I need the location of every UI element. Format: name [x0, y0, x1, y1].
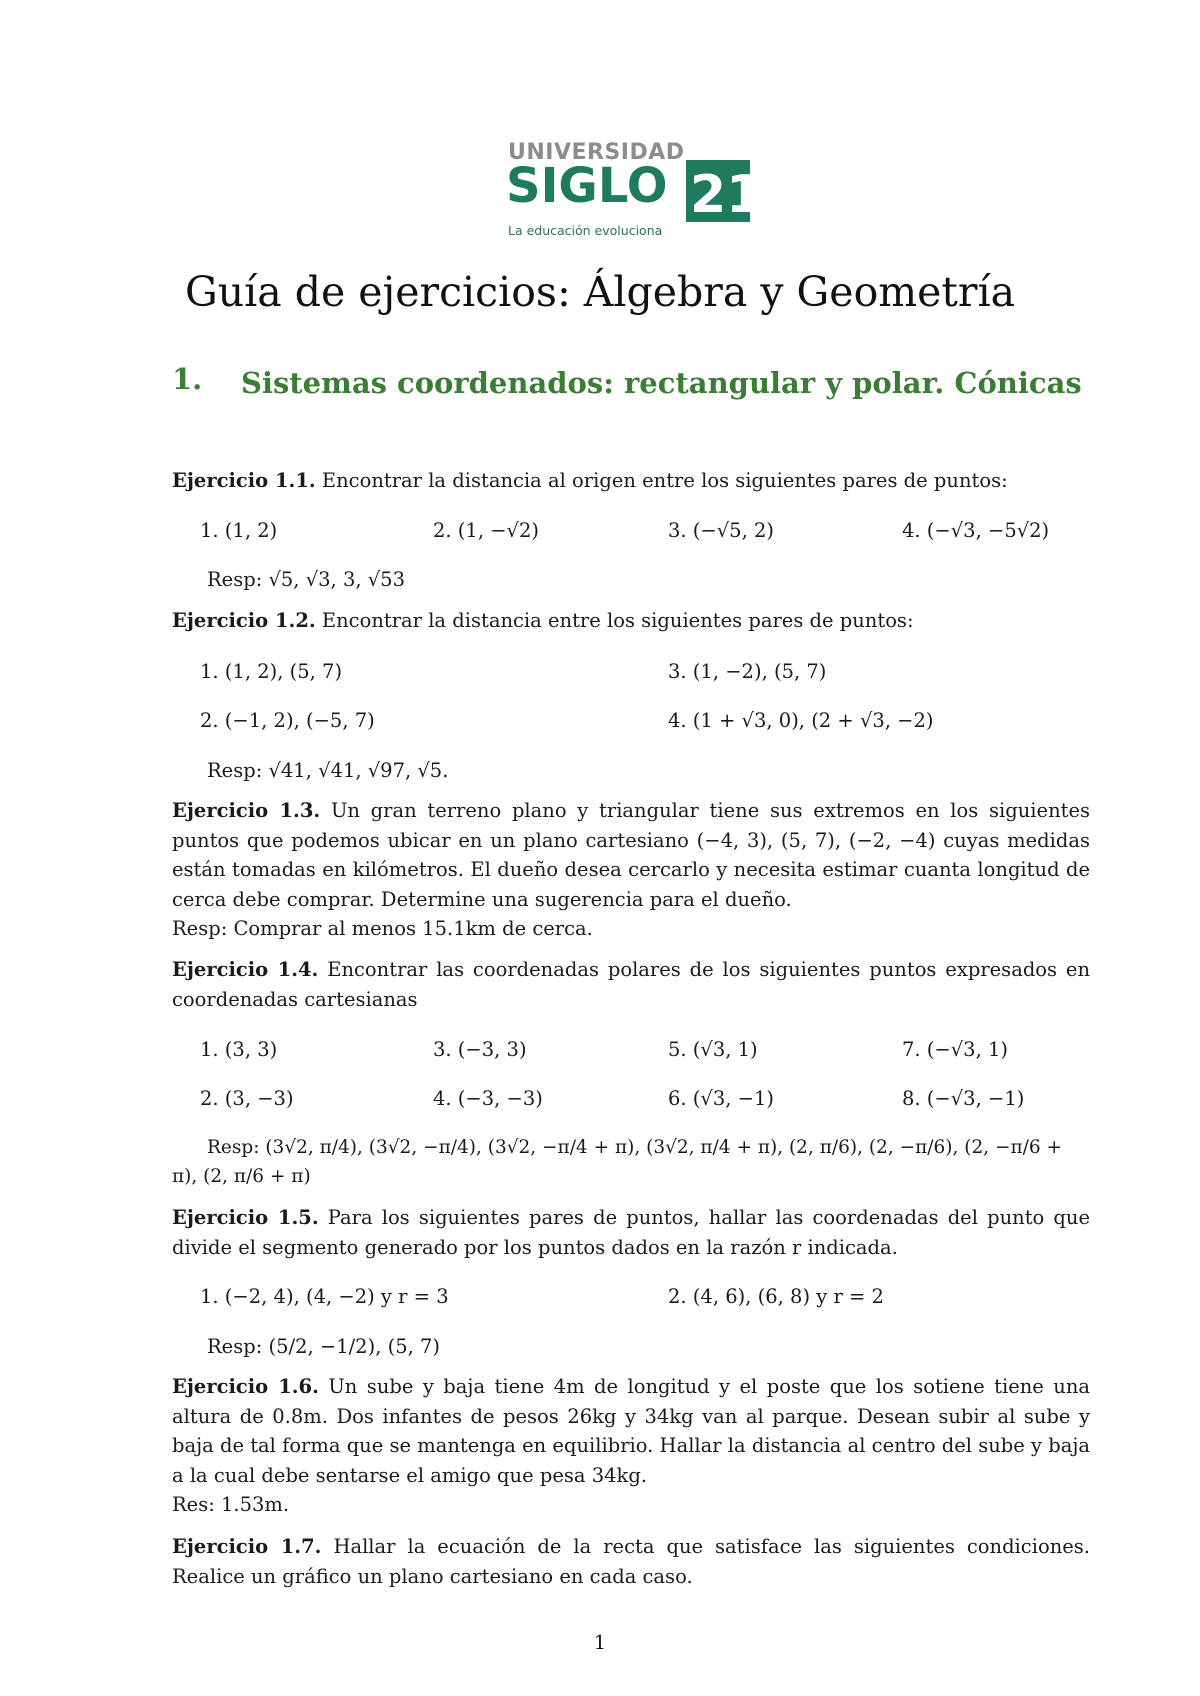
exercise-1-7: [172, 1532, 1090, 1591]
list-item: 5. (√3, 1): [668, 1038, 758, 1061]
list-item: 1. (3, 3): [200, 1038, 278, 1061]
page-title: Guía de ejercicios: Álgebra y Geometría: [184, 268, 1016, 316]
university-logo: [506, 140, 763, 240]
section-title: Sistemas coordenados: rectangular y polar. Cónicas: [241, 366, 1082, 400]
logo-tagline: La educación evoluciona: [508, 223, 663, 238]
exercise-answer: Res: 1.53m.: [172, 1493, 290, 1516]
list-item: 1. (1, 2): [200, 519, 278, 542]
list-item: 3. (1, −2), (5, 7): [668, 660, 827, 683]
exercise-text: Hallar la ecuación de la recta que satisface las siguientes condiciones. Realice un gráfico un plano cartesiano en cada caso.: [172, 1535, 1090, 1588]
exercise-label: Ejercicio 1.7.: [172, 1535, 322, 1558]
exercise-text: Un gran terreno plano y triangular tiene sus extremos en los siguientes puntos que podemos ubicar en un plano cartesiano (−4, 3), (5, 7), (−2, −4) cuyas medidas están tomadas en kilómetros. El dueño desea cercarlo y necesita estimar cuanta longitud de cerca debe comprar. Determine una sugerencia para el dueño.: [172, 799, 1091, 911]
list-item: 4. (1 + √3, 0), (2 + √3, −2): [668, 709, 934, 732]
logo-21-mark: [686, 160, 763, 225]
exercise-answer: Resp: Comprar al menos 15.1km de cerca.: [172, 917, 593, 940]
list-item: 1. (−2, 4), (4, −2) y r = 3: [200, 1285, 449, 1308]
section-number: 1.: [172, 362, 203, 396]
list-item: 6. (√3, −1): [668, 1087, 774, 1110]
exercise-text: Encontrar la distancia al origen entre los siguientes pares de puntos:: [321, 469, 1008, 492]
logo-university-text: UNIVERSIDAD: [508, 140, 685, 165]
exercise-answer: Resp: √5, √3, 3, √53: [207, 568, 405, 591]
list-item: 8. (−√3, −1): [902, 1087, 1025, 1110]
list-item: 3. (−√5, 2): [668, 519, 774, 542]
list-item: 2. (1, −√2): [433, 519, 539, 542]
exercise-label: Ejercicio 1.2.: [172, 609, 316, 632]
exercise-text: Para los siguientes pares de puntos, hallar las coordenadas del punto que divide el segmento generado por los puntos dados en la razón r indicada.: [172, 1206, 1090, 1259]
exercise-label: Ejercicio 1.6.: [172, 1375, 319, 1398]
exercise-label: Ejercicio 1.1.: [172, 469, 316, 492]
exercise-1-2: [172, 606, 1090, 636]
exercise-answer: Resp: (5/2, −1/2), (5, 7): [207, 1335, 441, 1358]
exercise-text: Encontrar la distancia entre los siguientes pares de puntos:: [321, 609, 914, 632]
exercise-1-4: [172, 955, 1090, 1014]
list-item: 4. (−√3, −5√2): [902, 519, 1050, 542]
list-item: 7. (−√3, 1): [902, 1038, 1008, 1061]
exercise-answer: Resp: √41, √41, √97, √5.: [207, 759, 449, 782]
exercise-1-6: [172, 1372, 1090, 1490]
exercise-label: Ejercicio 1.5.: [172, 1206, 319, 1229]
list-item: 3. (−3, 3): [433, 1038, 527, 1061]
list-item: 1. (1, 2), (5, 7): [200, 660, 343, 683]
exercise-1-5: [172, 1203, 1090, 1262]
list-item: 4. (−3, −3): [433, 1087, 543, 1110]
logo-number-box: [686, 160, 763, 225]
list-item: 2. (4, 6), (6, 8) y r = 2: [668, 1285, 884, 1308]
exercise-1-3: [172, 796, 1090, 914]
exercise-1-1: [172, 466, 1090, 496]
logo-siglo-text: SIGLO: [506, 158, 668, 214]
exercise-label: Ejercicio 1.4.: [172, 958, 319, 981]
list-item: 2. (3, −3): [200, 1087, 294, 1110]
list-item: 2. (−1, 2), (−5, 7): [200, 709, 375, 732]
logo-number: 21: [690, 165, 763, 225]
exercise-answer: Resp: (3√2, π/4), (3√2, −π/4), (3√2, −π/4 + π), (3√2, π/4 + π), (2, π/6), (2, −π/6), (2, −π/6 +: [207, 1137, 1063, 1158]
page-number: 1: [593, 1631, 607, 1654]
exercise-label: Ejercicio 1.3.: [172, 799, 321, 822]
exercise-text: Encontrar las coordenadas polares de los siguientes puntos expresados en coordenadas cartesianas: [172, 958, 1091, 1011]
exercise-text: Un sube y baja tiene 4m de longitud y el poste que los sotiene tiene una altura de 0.8m. Dos infantes de pesos 26kg y 34kg van al parque. Desean subir al sube y baja de tal forma que se mantenga en equilibrio. Hallar la distancia al centro del sube y baja a la cual debe sentarse el amigo que pesa 34kg.: [172, 1375, 1091, 1487]
exercise-answer-continued: π), (2, π/6 + π): [172, 1166, 311, 1187]
